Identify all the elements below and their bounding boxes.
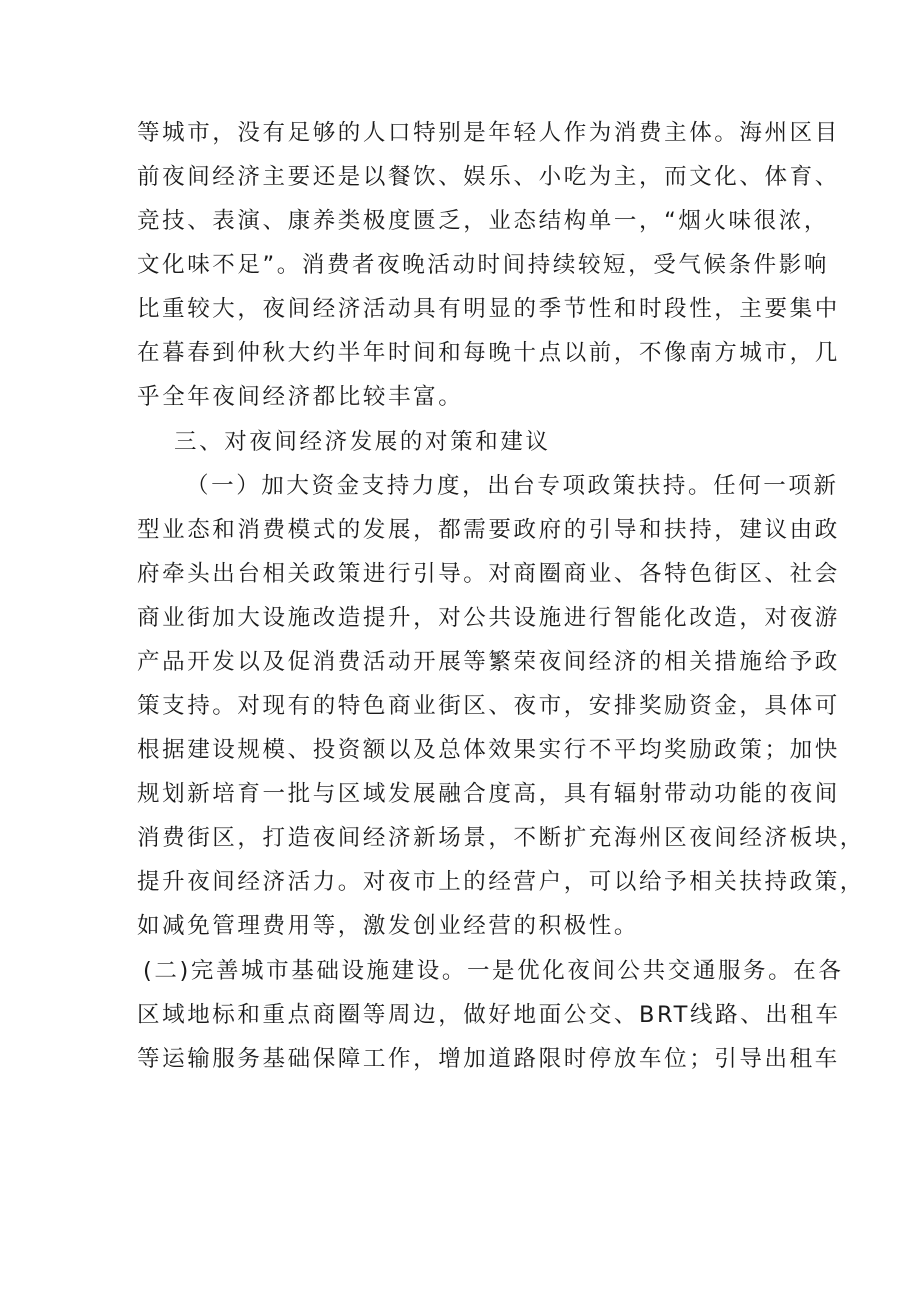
paragraph-line: 竞技、表演、康养类极度匮乏，业态结构单一，“烟火味很浓， [137, 208, 829, 234]
paragraph-line: 比重较大，夜间经济活动具有明显的季节性和时段性，主要集中 [137, 296, 840, 322]
section-heading: 三、对夜间经济发展的对策和建议 [174, 429, 551, 455]
paragraph-line: 如减免管理费用等，激发创业经营的积极性。 [137, 913, 640, 939]
paragraph-line: 提升夜间经济活力。对夜市上的经营户，可以给予相关扶持政策， [137, 869, 865, 895]
paragraph-line: 文化味不足”。消费者夜晚活动时间持续较短，受气候条件影响 [137, 252, 829, 278]
paragraph-line: 区域地标和重点商圈等周边，做好地面公交、BRT线路、出租车 [137, 1002, 841, 1028]
paragraph-line: 产品开发以及促消费活动开展等繁荣夜间经济的相关措施给予政 [137, 649, 840, 675]
paragraph-line: 前夜间经济主要还是以餐饮、娱乐、小吃为主，而文化、体育、 [137, 164, 840, 190]
paragraph-line: 型业态和消费模式的发展，都需要政府的引导和扶持，建议由政 [137, 517, 840, 543]
paragraph-line: 乎全年夜间经济都比较丰富。 [137, 384, 464, 410]
paragraph-line: 消费街区，打造夜间经济新场景，不断扩充海州区夜间经济板块， [137, 825, 865, 851]
paragraph-line: 根据建设规模、投资额以及总体效果实行不平均奖励政策；加快 [137, 737, 840, 763]
paragraph-line: 府牵头出台相关政策进行引导。对商圈商业、各特色街区、社会 [137, 561, 840, 587]
paragraph-line: 等城市，没有足够的人口特别是年轻人作为消费主体。海州区目 [137, 120, 840, 146]
paragraph-line: 规划新培育一批与区域发展融合度高，具有辐射带动功能的夜间 [137, 781, 840, 807]
paragraph-first-line: (二)完善城市基础设施建设。一是优化夜间公共交通服务。在各 [143, 958, 844, 984]
paragraph-line: 等运输服务基础保障工作，增加道路限时停放车位；引导出租车 [137, 1046, 840, 1072]
paragraph-line: 商业街加大设施改造提升，对公共设施进行智能化改造，对夜游 [137, 605, 840, 631]
paragraph-first-line: （一）加大资金支持力度，出台专项政策扶持。任何一项新 [186, 473, 839, 499]
paragraph-line: 在暮春到仲秋大约半年时间和每晚十点以前，不像南方城市，几 [137, 340, 840, 366]
paragraph-line: 策支持。对现有的特色商业街区、夜市，安排奖励资金，具体可 [137, 693, 840, 719]
